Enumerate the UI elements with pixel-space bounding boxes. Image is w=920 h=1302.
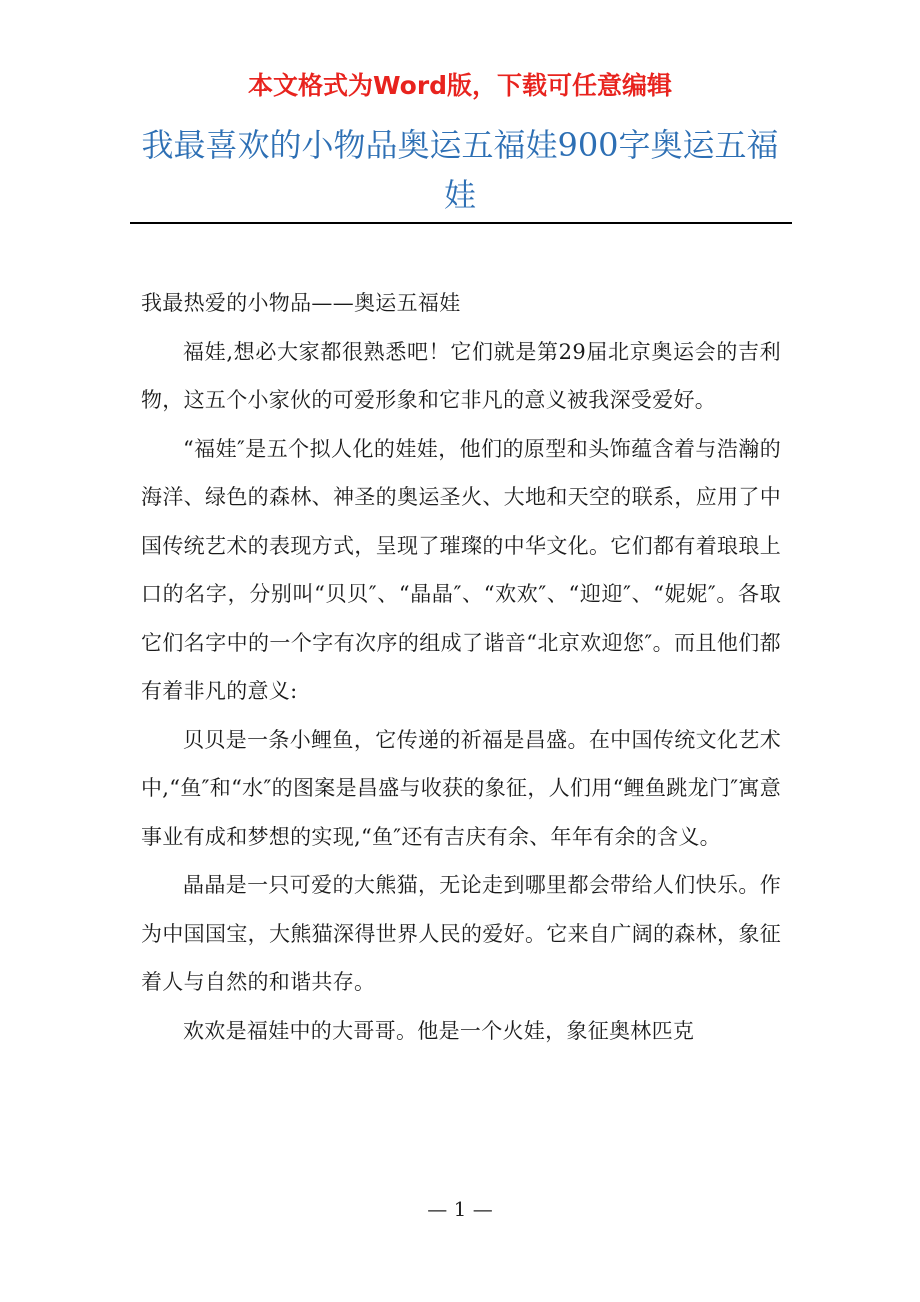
paragraph: “福娃″是五个拟人化的娃娃，他们的原型和头饰蕴含着与浩瀚的海洋、绿色的森林、神圣的奥运圣火、大地和天空的联系，应用了中国传统艺术的表现方式，呈现了璀璨的中华文化。它们都有着琅琅上口的名字，分别叫“贝贝″、“晶晶″、“欢欢″、“迎迎″、“妮妮″。各取它们名字中的一个字有次序的组成了谐音“北京欢迎您″。而且他们都有着非凡的意义: [141, 436, 781, 703]
format-banner: 本文格式为Word版，下载可任意编辑 [247, 71, 673, 100]
paragraph: 晶晶是一只可爱的大熊猫，无论走到哪里都会带给人们快乐。作为中国国宝，大熊猫深得世界人民的爱好。它来自广阔的森林，象征着人与自然的和谐共存。 [141, 873, 781, 994]
page-number: — 1 — [427, 1197, 493, 1221]
title-divider [130, 222, 792, 224]
paragraph: 欢欢是福娃中的大哥哥。他是一个火娃，象征奥林匹克 [183, 1018, 695, 1043]
paragraph: 福娃,想必大家都很熟悉吧！它们就是第29届北京奥运会的吉利物，这五个小家伙的可爱形象和它非凡的意义被我深受爱好。 [141, 339, 781, 412]
paragraph: 贝贝是一条小鲤鱼，它传递的祈福是昌盛。在中国传统文化艺术中,“鱼″和“水″的图案是昌盛与收获的象征，人们用“鲤鱼跳龙门″寓意事业有成和梦想的实现,“鱼″还有吉庆有余、年年有余的含义。 [141, 727, 781, 849]
document-title: 我最喜欢的小物品奥运五福娃900字奥运五福娃 [141, 126, 779, 214]
document-body [141, 279, 781, 1055]
paragraph-subtitle: 我最热爱的小物品——奥运五福娃 [141, 291, 461, 315]
